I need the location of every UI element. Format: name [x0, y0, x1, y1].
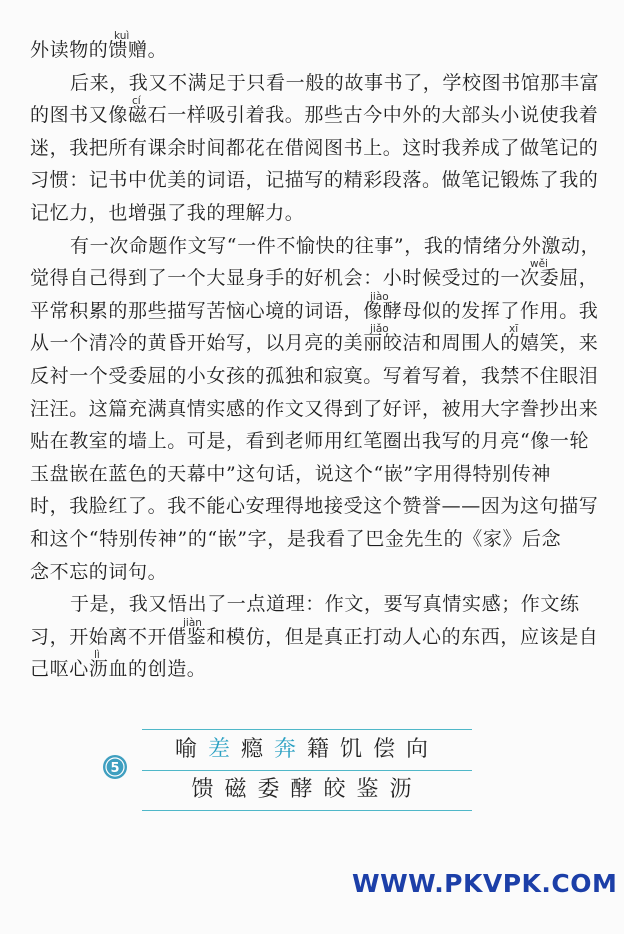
passage-line: 玉盘嵌在蓝色的天幕中”这句话，说这个“嵌”字用得特别传神: [30, 462, 551, 485]
passage-line: 习惯：记书中优美的词语，记描写的精彩段落。做笔记锻炼了我的: [30, 169, 599, 192]
passage-line: 汪汪。这篇充满真情实感的作文又得到了好评，被用大字誊抄出来: [30, 397, 599, 420]
passage-line: cí 的图书又像磁石一样吸引着我。那些古今中外的大部头小说使我着: [30, 95, 599, 127]
passage-line: jiàn 习，开始离不开借鉴和模仿，但是真正打动人心的东西，应该是自: [30, 616, 599, 648]
vocab-row-2: 馈磁委酵皎鉴沥: [142, 770, 472, 811]
pinyin-li: lì: [94, 649, 100, 662]
vocab-row-1: [142, 729, 472, 771]
passage-line: jiǎo xī 从一个清冷的黄昏开始写，以月亮的美丽皎洁和周围人的嬉笑，来: [30, 323, 599, 355]
passage-line: 迷，我把所有课余时间都花在借阅图书上。这时我养成了做笔记的: [30, 136, 599, 159]
pinyin-jian: jiàn: [183, 616, 202, 629]
passage-line: 后来，我又不满足于只看一般的故事书了，学校图书馆那丰富: [70, 71, 600, 94]
passage-line: 于是，我又悟出了一点道理：作文，要写真情实感；作文练: [70, 593, 580, 616]
pinyin-ci: cí: [132, 95, 141, 108]
passage-line: 有一次命题作文写“一件不愉快的往事”，我的情绪分外激动，: [70, 234, 601, 257]
vocabulary-box: [100, 726, 480, 812]
pinyin-kui: kuì: [114, 30, 130, 42]
watermark: WWW.PKVPK.COM: [352, 869, 618, 898]
pinyin-jiao2: jiǎo: [370, 323, 389, 336]
passage-line: 反衬一个受委屈的小女孩的孤独和寂寞。写着写着，我禁不住眼泪: [30, 364, 599, 387]
vocab-char: 喻: [174, 737, 208, 762]
passage: [30, 30, 601, 686]
pinyin-jiao: jiào: [370, 290, 389, 303]
pinyin-wei: wěi: [530, 258, 548, 271]
passage-line: kuì 外读物的馈赠。: [30, 30, 168, 61]
passage-line: 时，我脸红了。我不能心安理得地接受这个赞誉——因为这句描写: [30, 495, 599, 518]
passage-line: 记忆力，也增强了我的理解力。: [30, 201, 305, 224]
vocab-char-highlight: 奔: [274, 737, 308, 762]
passage-line: lì 己呕心沥血的创造。: [30, 649, 207, 681]
lesson-number-badge: [102, 754, 128, 780]
passage-line: jiào 平常积累的那些描写苦恼心境的词语，像酵母似的发挥了作用。我: [30, 290, 599, 322]
vocab-chars: 籍饥偿向: [307, 737, 440, 762]
passage-line: 和这个“特别传神”的“嵌”字，是我看了巴金先生的《家》后念: [30, 527, 562, 550]
pinyin-xi: xī: [509, 323, 519, 336]
vocab-char: 瘾: [240, 737, 274, 762]
passage-line: wěi 觉得自己得到了一个大显身手的好机会：小时候受过的一次委屈，: [30, 258, 599, 290]
passage-line: 念不忘的词句。: [30, 560, 168, 583]
vocab-char-highlight: 差: [207, 737, 241, 762]
lesson-number: 5: [110, 761, 120, 776]
passage-line: 贴在教室的墙上。可是，看到老师用红笔圈出我写的月亮“像一轮: [30, 430, 590, 453]
